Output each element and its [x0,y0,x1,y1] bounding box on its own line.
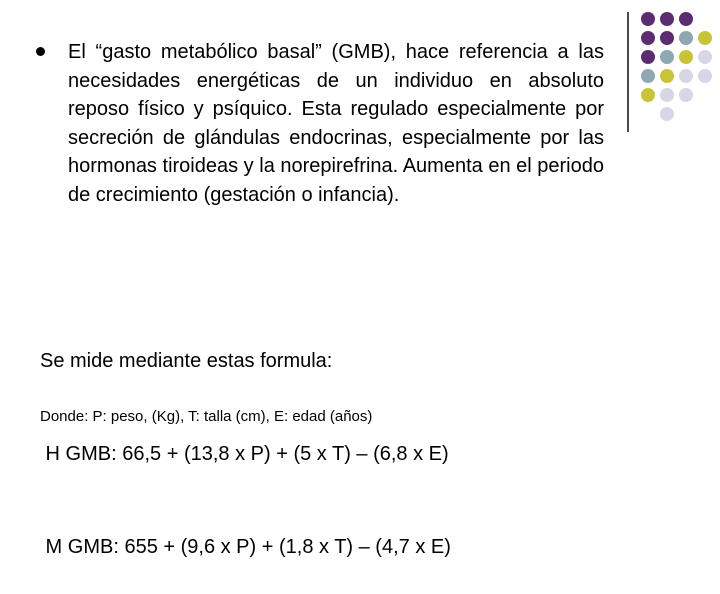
decor-dot [698,50,712,64]
decor-dot [641,50,655,64]
decor-dot [679,88,693,102]
decor-dot [660,107,674,121]
variables-note: Donde: P: peso, (Kg), T: talla (cm), E: edad (años) [40,408,373,425]
decor-dot [679,50,693,64]
decor-dot [641,88,655,102]
decor-dot [641,12,655,26]
decor-dot [660,50,674,64]
decor-dot [698,31,712,45]
decor-dot [641,69,655,83]
decor-dot [679,69,693,83]
formula-women: M GMB: 655 + (9,6 x P) + (1,8 x T) – (4,7 x E) [40,536,451,558]
decor-dot [679,31,693,45]
bullet-paragraph: El “gasto metabólico basal” (GMB), hace referencia a las necesidades energéticas de un individuo en absoluto reposo físico y psíquico. Esta regulado especialmente por secreción de glándulas endocrinas, especialmente por las hormonas tiroideas y la norepirefrina. Aumenta en el periodo de crecimiento (gestación o infancia). [68,41,604,206]
bullet-marker [36,47,45,56]
decor-dot [698,69,712,83]
decor-dot [679,12,693,26]
formula-intro: Se mide mediante estas formula: [40,350,333,372]
decor-dot [660,69,674,83]
decor-dot [660,88,674,102]
formula-men: H GMB: 66,5 + (13,8 x P) + (5 x T) – (6,8 x E) [40,443,449,465]
decor-dot [660,12,674,26]
formula-block [40,284,451,594]
decor-dot [641,31,655,45]
decor-dot [660,31,674,45]
